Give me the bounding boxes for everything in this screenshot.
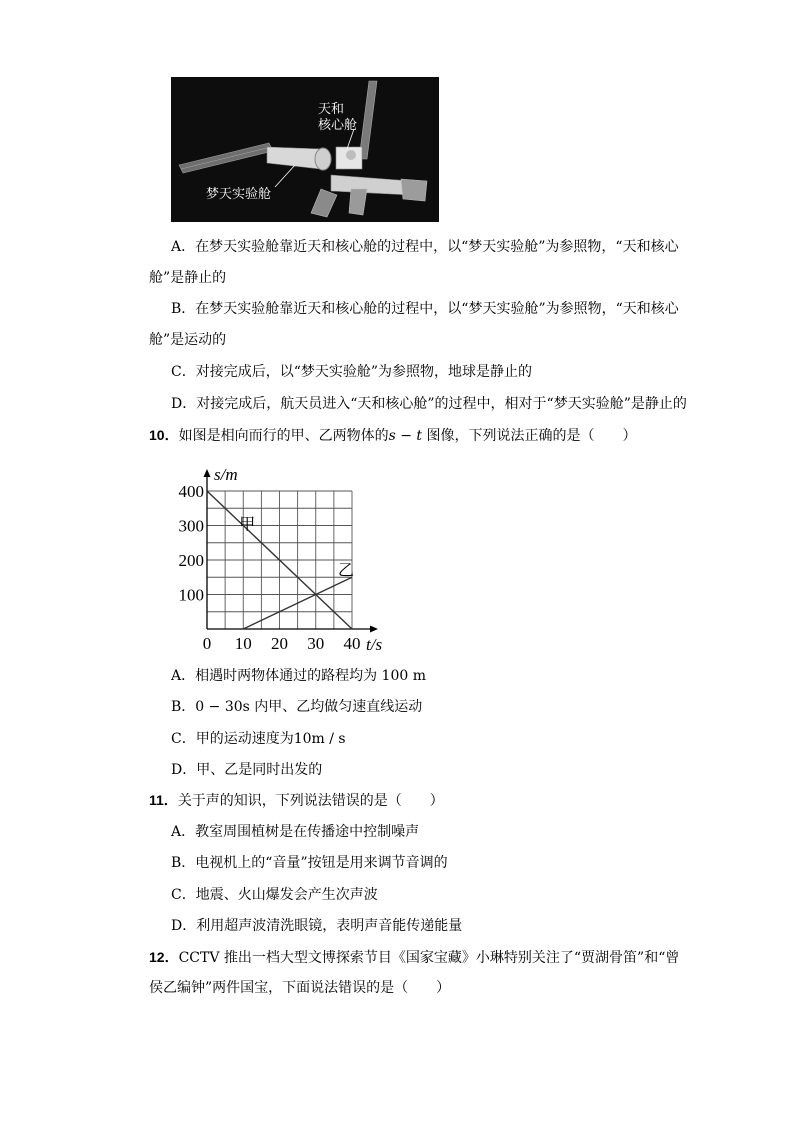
y-axis-arrow <box>204 469 211 477</box>
q10-number: 10． <box>149 427 179 443</box>
q10-stem-formula: s − t <box>388 428 423 444</box>
y-tick-label: 300 <box>178 516 204 536</box>
st-graph-svg <box>178 461 400 654</box>
q12-number: 12． <box>149 949 179 965</box>
q10-stem <box>149 425 636 446</box>
q10-option-a: A．相遇时两物体通过的路程均为 100 m <box>171 668 427 684</box>
q11-stem-text: 关于声的知识，下列说法错误的是（ ） <box>177 793 444 809</box>
x-tick-label: 10 <box>234 634 252 653</box>
x-tick-label: 0 <box>202 634 212 653</box>
q10-option-d: D．甲、乙是同时出发的 <box>171 762 323 778</box>
q9-option-a-line1: A．在梦天实验舱靠近天和核心舱的过程中，以“梦天实验舱”为参照物，“天和核心 <box>171 239 679 255</box>
q9-option-b-line2: 舱”是运动的 <box>149 332 227 348</box>
q10-stem-before: 如图是相向而行的甲、乙两物体的 <box>178 428 389 444</box>
y-axis-label: s/m <box>214 465 238 484</box>
q12-stem-line1 <box>149 947 679 968</box>
x-tick-label: 30 <box>307 634 325 653</box>
st-graph <box>178 461 400 654</box>
space-station-photo <box>171 77 439 222</box>
q9-option-a-line2: 舱”是静止的 <box>149 270 227 286</box>
q11-option-d: D．利用超声波清洗眼镜，表明声音能传递能量 <box>171 918 463 934</box>
tianhe-label-line2: 核心舱 <box>318 118 358 133</box>
q11-option-c: C．地震、火山爆发会产生次声波 <box>171 887 378 903</box>
q9-option-c: C．对接完成后，以“梦天实验舱”为参照物，地球是静止的 <box>171 364 533 380</box>
series-label-1: 乙 <box>338 562 355 580</box>
q11-option-a: A．教室周围植树是在传播途中控制噪声 <box>171 824 420 840</box>
q11-stem <box>149 790 444 811</box>
y-tick-label: 400 <box>178 482 204 501</box>
mengtian-label: 梦天实验舱 <box>206 187 272 202</box>
q11-option-b: B．电视机上的“音量”按钮是用来调节音调的 <box>171 855 448 871</box>
x-tick-label: 20 <box>271 634 288 653</box>
y-tick-label: 100 <box>178 585 204 605</box>
y-tick-label: 200 <box>178 551 204 570</box>
q9-option-d: D．对接完成后，航天员进入“天和核心舱”的过程中，相对于“梦天实验舱”是静止的 <box>171 396 687 412</box>
q10-stem-after: 图像，下列说法正确的是（ ） <box>422 428 637 444</box>
x-axis-label: t/s <box>366 635 383 654</box>
q11-number: 11． <box>149 792 178 808</box>
series-label-0: 甲 <box>239 516 256 534</box>
x-axis-arrow <box>370 626 378 633</box>
q10-option-b: B．0 − 30s 内甲、乙均做匀速直线运动 <box>171 699 423 715</box>
tianhe-label-line1: 天和 <box>318 102 345 117</box>
q10-option-c: C．甲的运动速度为10m / s <box>171 731 346 747</box>
x-tick-label: 40 <box>343 634 361 653</box>
q12-line1-text: CCTV 推出一档大型文博探索节目《国家宝藏》小琳特别关注了“贾湖骨笛”和“曾 <box>178 950 680 966</box>
q9-option-b-line1: B．在梦天实验舱靠近天和核心舱的过程中，以“梦天实验舱”为参照物，“天和核心 <box>171 301 679 317</box>
q12-stem-line2: 侯乙编钟”两件国宝，下面说法错误的是（ ） <box>149 980 451 996</box>
